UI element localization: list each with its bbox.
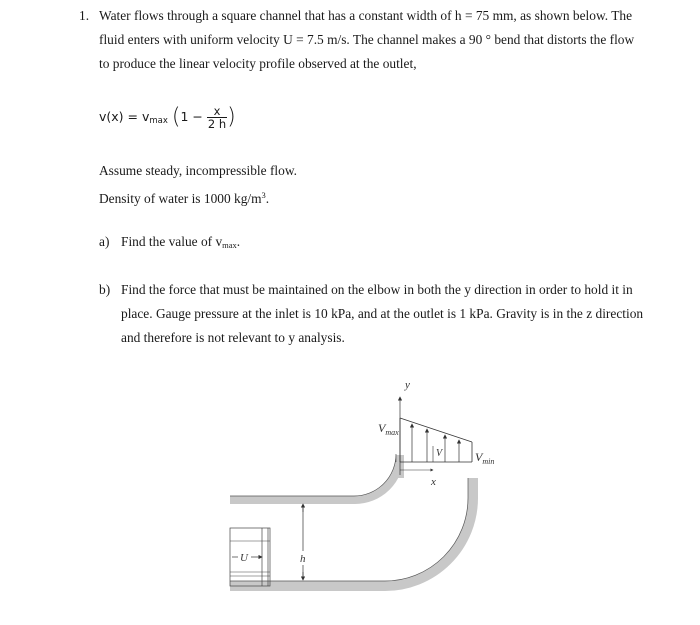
profile-top-line: [400, 418, 472, 442]
h-label: h: [300, 553, 306, 565]
part-b-line-3: and therefore is not relevant to y analysis.: [121, 330, 345, 345]
vmin-v: V: [475, 450, 483, 464]
vmax-label: [378, 421, 399, 437]
vmin-label: [475, 450, 494, 466]
equation-lhs-sub: max: [149, 116, 168, 126]
density-exponent: 3: [261, 190, 266, 200]
vmax-sub: max: [385, 428, 399, 437]
x-axis-label: x: [431, 476, 436, 488]
part-b-line-1: Find the force that must be maintained on the elbow in both the y direction in order to hold it in: [121, 282, 633, 297]
equation-one-minus: 1 −: [180, 109, 203, 124]
left-paren: (: [171, 104, 181, 130]
part-a-sub: max: [222, 240, 237, 250]
density-period: .: [265, 191, 270, 206]
part-b-label: b): [99, 282, 111, 297]
y-axis-label: y: [405, 379, 410, 391]
outer-wall-edge: [230, 478, 468, 581]
problem-line-2: fluid enters with uniform velocity U = 7.5 m/s. The channel makes a 90 ° bend that distorts the flow: [99, 32, 635, 47]
density-text: Density of water is 1000 kg/m: [99, 191, 262, 206]
part-a-label: a): [99, 234, 110, 249]
part-a-question: Find the value of v: [121, 234, 223, 249]
problem-number: 1.: [79, 8, 90, 23]
problem-line-1: Water flows through a square channel that has a constant width of h = 75 mm, as shown below. The: [99, 8, 633, 23]
equation-lhs: v(x) = v: [99, 109, 150, 124]
inner-wall-edge: [230, 454, 396, 496]
problem-line-3: to produce the linear velocity profile observed at the outlet,: [99, 56, 417, 71]
fraction-denominator: 2 h: [207, 117, 227, 131]
u-label: U: [240, 552, 248, 564]
fraction-numerator: x: [207, 105, 227, 118]
vmin-sub: min: [482, 457, 495, 466]
v-label: V: [436, 448, 443, 459]
assumption-steady: Assume steady, incompressible flow.: [99, 163, 297, 178]
outer-wall: [230, 478, 473, 586]
inner-wall: [230, 455, 400, 500]
part-a-period: .: [236, 234, 241, 249]
vmax-v: V: [378, 421, 386, 435]
part-b-line-2: place. Gauge pressure at the inlet is 10 kPa, and at the outlet is 1 kPa. Gravity is in the z direction: [121, 306, 644, 321]
right-paren: ): [227, 104, 236, 130]
